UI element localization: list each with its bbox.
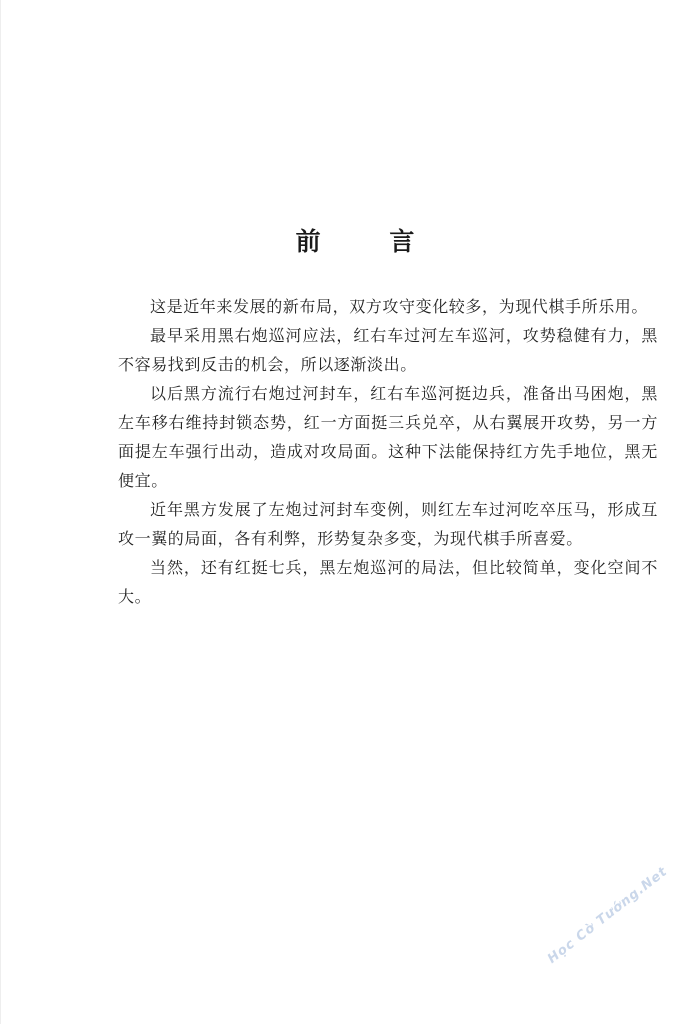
watermark: Học Cờ Tướng.Net bbox=[545, 864, 671, 967]
paragraph-4: 近年黑方发展了左炮过河封车变例，则红左车过河吃卒压马，形成互攻一翼的局面，各有利弊，形势复杂多变，为现代棋手所喜爱。 bbox=[118, 500, 658, 548]
paragraph-5: 当然，还有红挺七兵，黑左炮巡河的局法，但比较简单，变化空间不大。 bbox=[118, 558, 658, 606]
paragraph-1: 这是近年来发展的新布局，双方攻守变化较多，为现代棋手所乐用。 bbox=[150, 297, 649, 316]
page-title: 前 言 bbox=[295, 226, 445, 256]
paragraph-2: 最早采用黑右炮巡河应法，红右车过河左车巡河，攻势稳健有力，黑不容易找到反击的机会，所以逐渐淡出。 bbox=[118, 326, 658, 374]
paragraph-3: 以后黑方流行右炮过河封车，红右车巡河挺边兵，准备出马困炮，黑左车移右维持封锁态势，红一方面挺三兵兑卒，从右翼展开攻势，另一方面提左车强行出动，造成对攻局面。这种下法能保持红方先手地位，黑无便宜。 bbox=[118, 384, 658, 490]
preface-body bbox=[118, 292, 658, 611]
